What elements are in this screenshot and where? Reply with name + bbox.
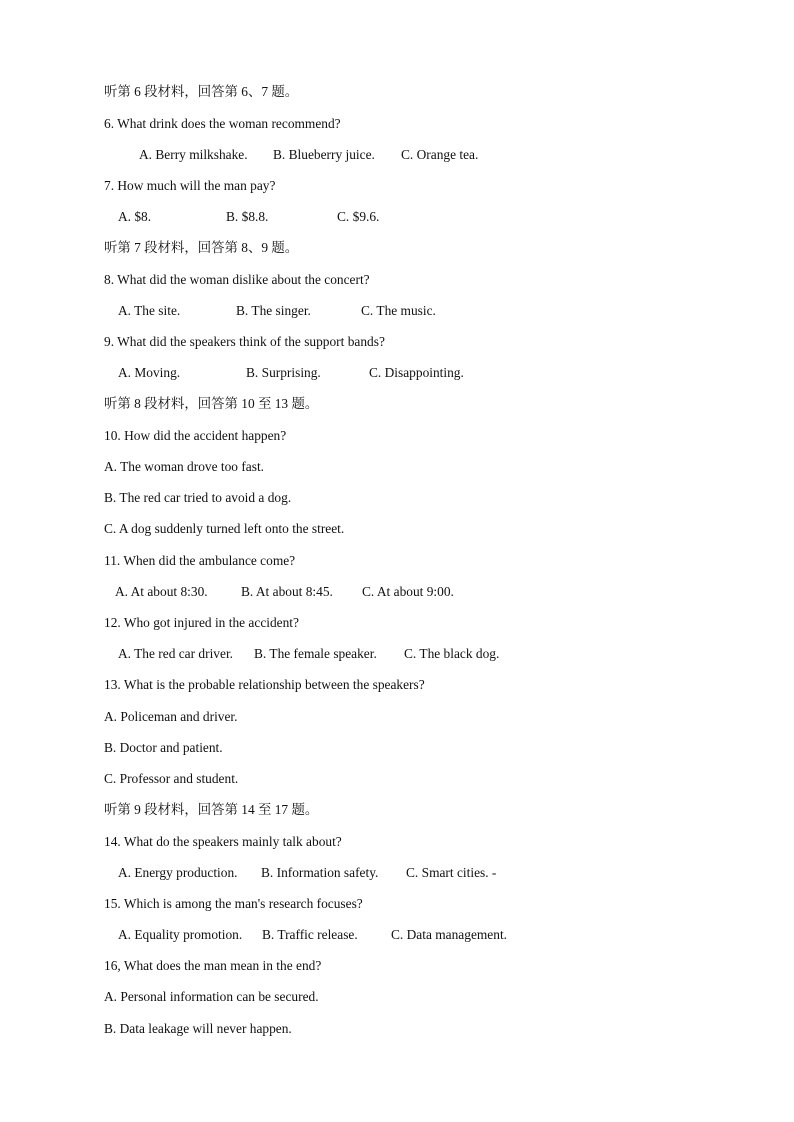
option-row bbox=[0, 147, 794, 163]
section-heading: 听第 9 段材料，回答第 14 至 17 题。 bbox=[104, 802, 319, 817]
option-b: B. Traffic release. bbox=[262, 927, 358, 942]
option-c: C. Orange tea. bbox=[401, 147, 479, 162]
question-stem: 9. What did the speakers think of the support bands? bbox=[104, 334, 385, 349]
option-a: A. $8. bbox=[118, 209, 152, 224]
option-b: B. Surprising. bbox=[246, 365, 321, 380]
option-b: B. Information safety. bbox=[261, 865, 379, 880]
option-a: A. Equality promotion. bbox=[118, 927, 243, 942]
option-c: C. $9.6. bbox=[337, 209, 380, 224]
option-b: B. The red car tried to avoid a dog. bbox=[104, 490, 292, 505]
question-stem: 12. Who got injured in the accident? bbox=[104, 615, 299, 630]
option-c: C. At about 9:00. bbox=[362, 584, 454, 599]
question-stem: 10. How did the accident happen? bbox=[104, 428, 287, 443]
option-b: B. $8.8. bbox=[226, 209, 269, 224]
option-b: B. At about 8:45. bbox=[241, 584, 333, 599]
option-c: C. Smart cities. - bbox=[406, 865, 497, 880]
option-c: C. Data management. bbox=[391, 927, 508, 942]
section-heading: 听第 7 段材料，回答第 8、9 题。 bbox=[104, 240, 299, 255]
option-a: A. Energy production. bbox=[118, 865, 238, 880]
option-a: A. Policeman and driver. bbox=[104, 709, 238, 724]
section-heading: 听第 8 段材料，回答第 10 至 13 题。 bbox=[104, 396, 319, 411]
question-stem: 14. What do the speakers mainly talk about? bbox=[104, 834, 342, 849]
option-b: B. The singer. bbox=[236, 303, 311, 318]
option-a: A. Berry milkshake. bbox=[139, 147, 248, 162]
option-b: B. Blueberry juice. bbox=[273, 147, 375, 162]
question-stem: 13. What is the probable relationship between the speakers? bbox=[104, 677, 425, 692]
option-row bbox=[0, 646, 794, 662]
option-row bbox=[0, 365, 794, 381]
question-stem: 16, What does the man mean in the end? bbox=[104, 958, 322, 973]
option-a: A. At about 8:30. bbox=[115, 584, 208, 599]
question-stem: 15. Which is among the man's research focuses? bbox=[104, 896, 363, 911]
question-stem: 11. When did the ambulance come? bbox=[104, 553, 296, 568]
option-a: A. Moving. bbox=[118, 365, 181, 380]
option-row bbox=[0, 865, 794, 881]
question-stem: 7. How much will the man pay? bbox=[104, 178, 276, 193]
option-c: C. Disappointing. bbox=[369, 365, 464, 380]
option-a: A. The site. bbox=[118, 303, 181, 318]
option-b: B. Data leakage will never happen. bbox=[104, 1021, 292, 1036]
option-c: C. The black dog. bbox=[404, 646, 500, 661]
option-a: A. The woman drove too fast. bbox=[104, 459, 265, 474]
option-row bbox=[0, 303, 794, 319]
option-row bbox=[0, 584, 794, 600]
option-a: A. The red car driver. bbox=[118, 646, 234, 661]
option-row bbox=[0, 927, 794, 943]
question-stem: 6. What drink does the woman recommend? bbox=[104, 116, 341, 131]
option-b: B. Doctor and patient. bbox=[104, 740, 223, 755]
option-a: A. Personal information can be secured. bbox=[104, 989, 319, 1004]
section-heading: 听第 6 段材料，回答第 6、7 题。 bbox=[104, 84, 299, 99]
option-c: C. The music. bbox=[361, 303, 436, 318]
option-row bbox=[0, 209, 794, 225]
option-c: C. Professor and student. bbox=[104, 771, 239, 786]
option-c: C. A dog suddenly turned left onto the street. bbox=[104, 521, 345, 536]
question-stem: 8. What did the woman dislike about the concert? bbox=[104, 272, 370, 287]
option-b: B. The female speaker. bbox=[254, 646, 377, 661]
